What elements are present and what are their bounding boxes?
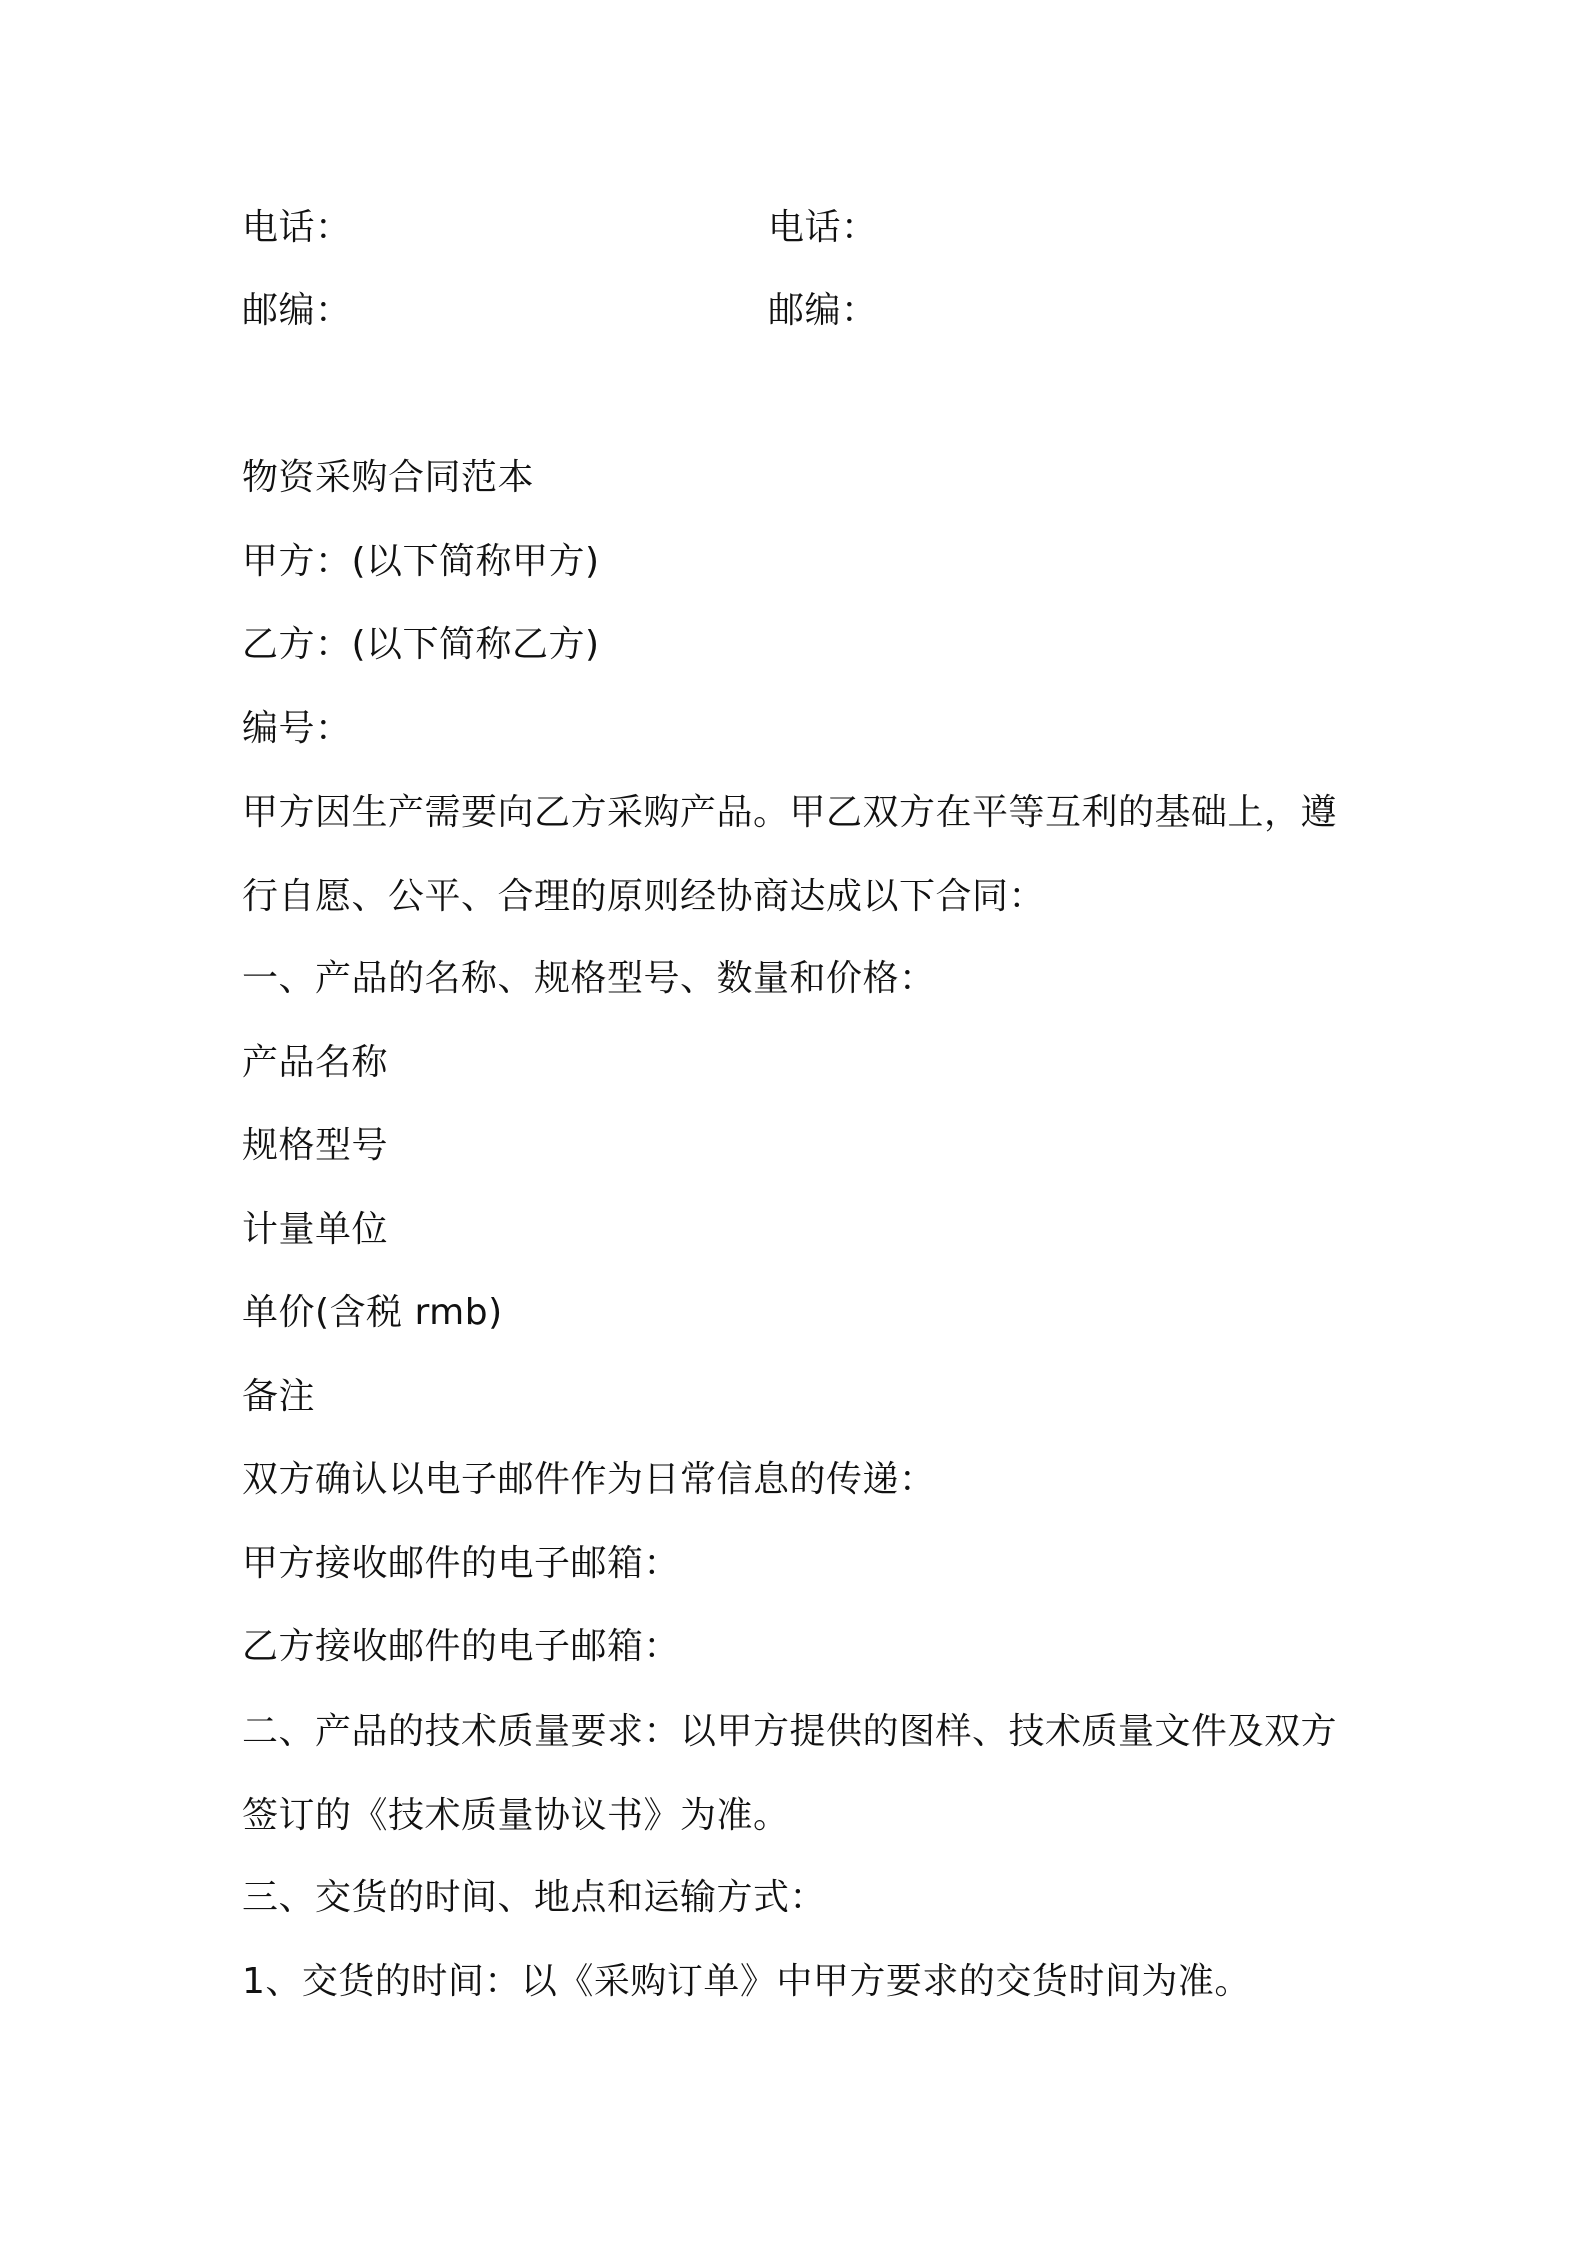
left-postcode-label: 邮编： [242, 290, 352, 331]
party-b-line: 乙方：(以下简称乙方) [242, 624, 600, 665]
section-1-title: 一、产品的名称、规格型号、数量和价格： [242, 958, 936, 999]
product-spec-label: 规格型号 [242, 1125, 389, 1166]
measurement-unit-label: 计量单位 [242, 1209, 389, 1250]
contract-number-line: 编号： [242, 708, 352, 749]
right-phone-label: 电话： [768, 207, 878, 248]
party-a-line: 甲方：(以下简称甲方) [242, 541, 600, 582]
party-a-email-line: 甲方接收邮件的电子邮箱： [242, 1543, 681, 1584]
product-name-label: 产品名称 [242, 1042, 389, 1083]
left-phone-label: 电话： [242, 207, 352, 248]
email-confirm-line: 双方确认以电子邮件作为日常信息的传递： [242, 1459, 936, 1500]
party-b-email-line: 乙方接收邮件的电子邮箱： [242, 1626, 681, 1667]
section-2-paragraph: 二、产品的技术质量要求：以甲方提供的图样、技术质量文件及双方签订的《技术质量协议书》为准。 [242, 1711, 1338, 1836]
document-title: 物资采购合同范本 [242, 457, 535, 498]
remarks-label: 备注 [242, 1376, 316, 1417]
intro-paragraph: 甲方因生产需要向乙方采购产品。甲乙双方在平等互利的基础上，遵行自愿、公平、合理的原则经协商达成以下合同： [242, 792, 1338, 917]
section-3-title: 三、交货的时间、地点和运输方式： [242, 1877, 827, 1918]
unit-price-label: 单价(含税 rmb) [242, 1292, 503, 1333]
section-3-item-1: 1、交货的时间：以《采购订单》中甲方要求的交货时间为准。 [242, 1961, 1251, 2002]
right-postcode-label: 邮编： [768, 290, 878, 331]
